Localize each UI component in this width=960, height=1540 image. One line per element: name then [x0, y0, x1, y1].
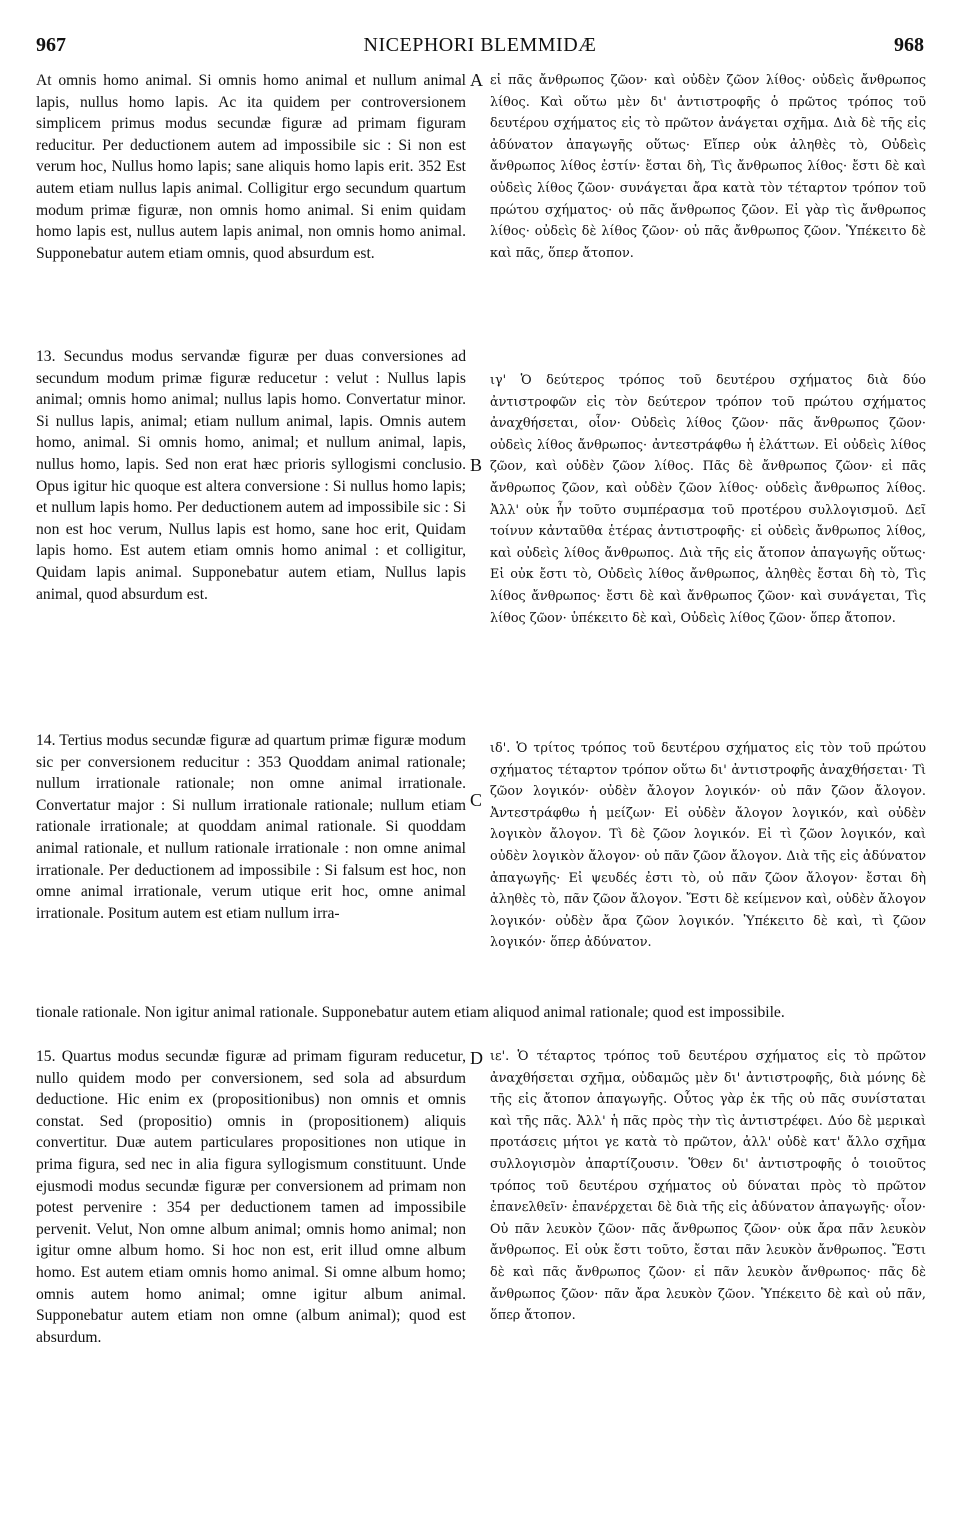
- greek-paragraph: ιγ' Ὁ δεύτερος τρόπος τοῦ δευτέρου σχήματος διὰ δύο ἀντιστροφῶν εἰς τὸν δεύτερον τρόπον τοῦ πρώτου σχήματος ἀναχθήσεται, οἷον· Οὐδεὶς λίθος ζῶον· πᾶς ἄνθρωπος ζῶον· οὐδεὶς λίθος ἄνθρωπος· ἀντεστράφθω ἡ ἐλάττων. Εἰ οὐδεὶς λίθος ζῶον, καὶ οὐδὲν ζῶον λίθος. Πᾶς δὲ ἄνθρωπος ζῶον· εἰ πᾶς ἄνθρωπος ζῶον, καὶ οὐδὲν ζῶον λίθος· οὐδεὶς ἄνθρωπος λίθος. Ἀλλ' οὐκ ἦν τοῦτο συμπέρασμα τοῦ προτέρου συλλογισμοῦ. Δεῖ τοίνυν κἀνταῦθα ἑτέρας ἀντιστροφῆς· εἰ οὐδεὶς ἄνθρωπος λίθος, καὶ οὐδεὶς λίθος ἄνθρωπος. Διὰ τῆς εἰς ἄτοπον ἀπαγωγῆς οὕτως· Εἰ οὐκ ἔστι τὸ, Οὐδεὶς λίθος ἄνθρωπος, ἀληθὲς ἔσται δὴ τὸ, Τὶς λίθος ἄνθρωπος· ἔστι δὲ καὶ ἄνθρωπος ζῶον· καὶ συνάγεται, Τὶς λίθος ζῶον· ὑπέκειτο δὲ καὶ, Οὐδεὶς λίθος ζῶον· ὅπερ ἄτοπον.: [490, 373, 926, 626]
- greek-block-3: [490, 738, 926, 954]
- latin-full-width-line: [36, 1002, 924, 1024]
- margin-marker-c: C: [470, 790, 483, 810]
- greek-paragraph: εἰ πᾶς ἄνθρωπος ζῶον· καὶ οὐδὲν ζῶον λίθος· οὐδεὶς ἄνθρωπος λίθος. Καὶ οὕτω μὲν δι' ἀντιστροφῆς ὁ πρῶτος τρόπος τοῦ δευτέρου σχήματος εἰς τὸ πρῶτον ἀνάγεται σχῆμα. Διὰ δὲ τῆς εἰς ἀδύνατον ἀπαγωγῆς οὕτως· Εἴπερ οὐκ ἀληθὲς τὸ, Οὐδεὶς ἄνθρωπος λίθος ἐστίν· ἔσται δὴ, Τὶς ἄνθρωπος λίθος· ἔστι δὲ καὶ οὐδεὶς λίθος ζῶον· συνάγεται ἄρα κατὰ τὸν τέταρτον τρόπον τοῦ πρώτου σχήματος· οὐ πᾶς ἄνθρωπος ζῶον. Εἰ γὰρ τὶς ἄνθρωπος λίθος· οὐδεὶς δὲ λίθος ζῶον· οὐ πᾶς ἄνθρωπος ζῶον. Ὑπέκειτο δὲ καὶ πᾶς, ὅπερ ἄτοπον.: [490, 73, 926, 261]
- latin-block-1: [36, 70, 466, 264]
- margin-marker-d: D: [470, 1048, 483, 1068]
- margin-marker-b: B: [470, 455, 483, 475]
- running-title: NICEPHORI BLEMMIDÆ: [363, 34, 597, 56]
- margin-marker-a: A: [470, 70, 483, 90]
- latin-paragraph: 13. Secundus modus servandæ figuræ per duas conversiones ad secundum modum primæ figuræ reducetur : velut : Nullus lapis animal; omnis homo animal; nullus lapis homo. Convertatur minor. Si nullus lapis, animal; etiam nullum animal, lapis. Omnis autem homo, animal. Si omnis homo, animal; et nullum animal, lapis, nullus homo, lapis. Sed non erat hæc prioris syllogismi conclusio. Opus igitur hic quoque est altera conversione : Si nullus homo lapis; et nullum lapis homo. Per deductionem autem ad impossibile sic : Si non est hoc verum, Nullus lapis est homo, sane hoc erit, Quidam lapis homo. Est autem etiam omnis homo animal : et colligitur, Quidam lapis animal. Supponebatur autem etiam, Nullus lapis animal, quod absurdum est.: [36, 348, 466, 603]
- page-header: [36, 34, 924, 58]
- latin-paragraph: At omnis homo animal. Si omnis homo animal et nullum animal lapis, nullus homo lapis. Ac ita quidem per controversionem simplicem primus modus secundæ figuræ ad primam figuram reducitur. Per deductionem autem ad impossibile sic : Si non est verum hoc, Nullus homo lapis; sane aliquis homo lapis erit. 352 Est autem etiam nullus lapis animal. Colligitur ergo secundum quartum modum primæ figuræ, non omnis homo animal. Si enim quidam homo lapis est, nullus autem lapis animal, non omnis homo animal. Supponebatur autem etiam omnis, quod absurdum est.: [36, 72, 466, 262]
- greek-block-2: [490, 370, 926, 629]
- latin-paragraph: 14. Tertius modus secundæ figuræ ad quartum primæ figuræ modum sic per conversionem reducitur : 353 Quoddam animal rationale; nullum irrationale rationale; non omne animal irrationale. Convertatur major : Si nullum irrationale rationale; nullum etiam rationale irrationale; at quoddam animal rationale. Si quoddam animal rationale, et nullum rationale irrationale : non omne animal irrationale. Per deductionem ad impossibile : Si falsum est hoc, non omne animal irrationale, verum utique erit hoc, omne animal irrationale. Positum autem est etiam nullum irra-: [36, 732, 466, 922]
- greek-block-1: [490, 70, 926, 264]
- latin-block-4: [36, 1046, 466, 1348]
- latin-block-3: [36, 730, 466, 924]
- latin-paragraph: 15. Quartus modus secundæ figuræ ad primam figuram reducetur, nullo quidem modo per conversionem, sed sola ad absurdum deductione. Hic enim ex (propositionibus) non omnis et omnis constat. Sed (propositio) omnis in (propositionem) aliquis convertitur. Duæ autem particulares propositiones non utique in prima figura, sed nec in alia figura syllogismum constituunt. Unde ejusmodi modus secundæ figuræ per conversionem ad primam non potest pervenire : 354 per deductionem tamen ad impossibile pervenit. Velut, Non omne album animal; omnis homo animal; non igitur omne album homo. Si hoc non est, erit illud omne album homo. Est autem etiam omnis homo animal. Si omne album homo; omnis autem homo animal; omne igitur album animal. Supponebatur autem etiam non omne (album animal); quod est absurdum.: [36, 1048, 466, 1346]
- greek-paragraph: ιε'. Ὁ τέταρτος τρόπος τοῦ δευτέρου σχήματος εἰς τὸ πρῶτον ἀναχθήσεται σχῆμα, οὐδαμῶς μὲν δι' ἀντιστροφῆς, διὰ μόνης δὲ τῆς εἰς ἄτοπον ἀπαγωγῆς. Οὗτος γὰρ ἐκ τῆς οὐ πᾶς συνίσταται καὶ τῆς πᾶς. Ἀλλ' ἡ πᾶς πρὸς τὴν τὶς ἀντιστρέφει. Δύο δὲ μερικαὶ προτάσεις μήτοι γε κατὰ τὸ πρῶτον, ἀλλ' οὐδὲ κατ' ἄλλο σχῆμα συλλογισμὸν ἀπαρτίζουσιν. Ὅθεν δι' ἀντιστροφῆς ὁ τοιοῦτος τρόπος τοῦ δευτέρου σχήματος οὐ δύναται πρὸς τὸ πρῶτον ἐπανελθεῖν· ἐπανέρχεται δὲ διὰ τῆς εἰς ἀδύνατον ἀπαγωγῆς· οἷον· Οὐ πᾶν λευκὸν ζῶον· πᾶς ἄνθρωπος ζῶον· οὐκ ἄρα πᾶν λευκὸν ἄνθρωπος. Εἰ οὐκ ἔστι τοῦτο, ἔσται πᾶν λευκὸν ἄνθρωπος. Ἔστι δὲ καὶ πᾶς ἄνθρωπος ζῶον· εἰ πᾶν λευκὸν ἄνθρωπος· πᾶς δὲ ἄνθρωπος ζῶον· πᾶν ἄρα λευκὸν ζῶον. Ὑπέκειτο δὲ καὶ οὐ πᾶν, ὅπερ ἄτοπον.: [490, 1049, 926, 1324]
- latin-paragraph: tionale rationale. Non igitur animal rationale. Supponebatur autem etiam aliquod animal rationale; quod est impossibile.: [36, 1004, 785, 1021]
- latin-block-2: [36, 346, 466, 605]
- greek-paragraph: ιδ'. Ὁ τρίτος τρόπος τοῦ δευτέρου σχήματος εἰς τὸν τοῦ πρώτου σχήματος τέταρτον τρόπον οὕτω δι' ἀντιστροφῆς ἀναχθήσεται· Τὶ ζῶον λογικόν· οὐδὲν ἄλογον λογικόν· οὐ πᾶν ζῶον ἄλογον. Ἀντεστράφθω ἡ μείζων· Εἰ οὐδὲν ἄλογον λογικόν, καὶ οὐδὲν λογικὸν ἄλογον. Τὶ δὲ ζῶον λογικόν. Εἰ τὶ ζῶον λογικόν, καὶ οὐδὲν λογικὸν ἄλογον· οὐ πᾶν ζῶον ἄλογον. Διὰ τῆς εἰς ἀδύνατον ἀπαγωγῆς· Εἰ ψευδές ἐστι τὸ, οὐ πᾶν ζῶον ἄλογον· ἔσται δὴ ἀληθὲς τὸ, πᾶν ζῶον ἄλογον. Ἔστι δὲ κείμενον καὶ, οὐδὲν ἄλογον λογικόν· οὐδὲν ἄρα ζῶον λογικόν. Ὑπέκειτο δὲ καὶ, τὶ ζῶον λογικόν· ὅπερ ἀδύνατον.: [490, 741, 926, 951]
- page-number-left: 967: [36, 34, 66, 56]
- page-number-right: 968: [894, 34, 924, 56]
- greek-block-4: [490, 1046, 926, 1327]
